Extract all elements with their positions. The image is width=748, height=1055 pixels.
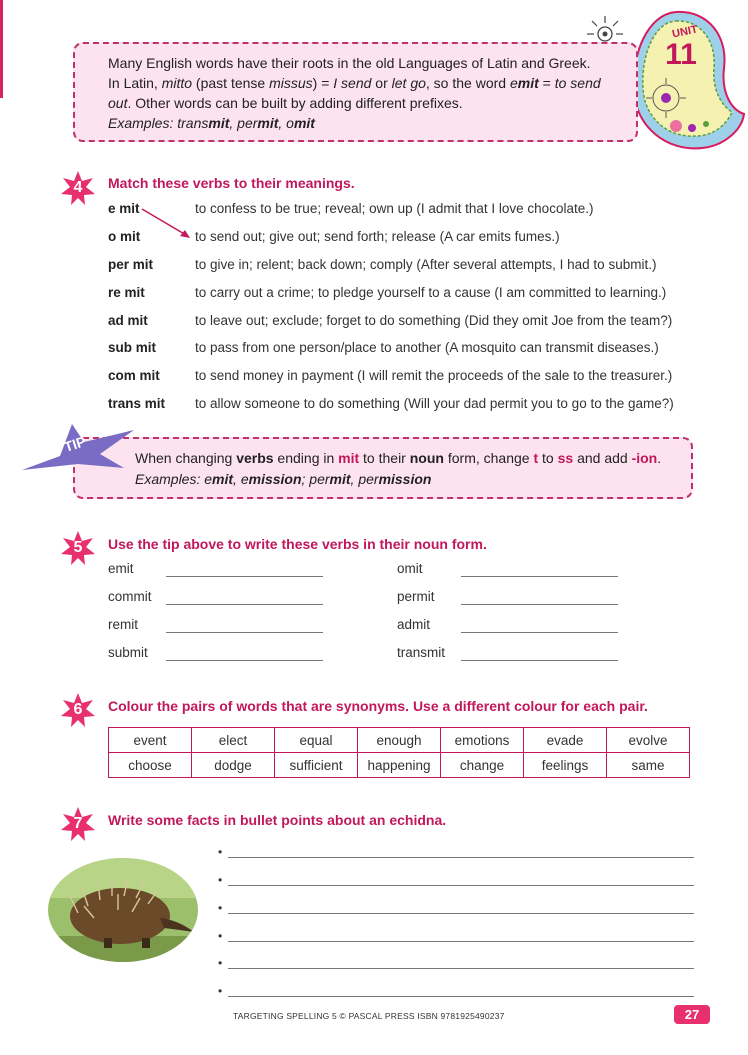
verb-label: permit bbox=[397, 589, 435, 604]
word-cell[interactable]: dodge bbox=[192, 753, 275, 778]
verb-label: omit bbox=[397, 561, 423, 576]
question-5-title: Use the tip above to write these verbs in their noun form. bbox=[108, 536, 487, 552]
question-4-badge: 4 bbox=[60, 170, 96, 206]
match-row: trans mit to allow someone to do something (Will your dad permit you to go to the game?) bbox=[108, 396, 674, 411]
intro-line-2: In Latin, mitto (past tense missus) = I send or let go, so the word emit = to send bbox=[108, 75, 601, 91]
answer-line[interactable] bbox=[228, 941, 694, 942]
answer-line[interactable] bbox=[228, 968, 694, 969]
verb-label: transmit bbox=[397, 645, 446, 660]
echidna-icon bbox=[48, 858, 198, 962]
bullet: • bbox=[218, 956, 223, 970]
answer-line[interactable] bbox=[228, 885, 694, 886]
example-arrow-icon bbox=[140, 205, 192, 241]
verb-label: emit bbox=[108, 561, 134, 576]
answer-line[interactable] bbox=[228, 913, 694, 914]
match-row: com mit to send money in payment (I will remit the proceeds of the sale to the treasurer.) bbox=[108, 368, 673, 383]
tip-badge bbox=[20, 420, 138, 476]
answer-line[interactable] bbox=[228, 857, 694, 858]
page-edge-bar bbox=[0, 0, 3, 98]
verb-label: remit bbox=[108, 617, 138, 632]
answer-line[interactable] bbox=[166, 604, 323, 605]
word-cell[interactable]: choose bbox=[109, 753, 192, 778]
answer-line[interactable] bbox=[461, 660, 618, 661]
bullet: • bbox=[218, 984, 223, 998]
bullet: • bbox=[218, 845, 223, 859]
word-cell[interactable]: feelings bbox=[524, 753, 607, 778]
unit-label: UNIT bbox=[671, 23, 699, 41]
answer-line[interactable] bbox=[461, 604, 618, 605]
question-6-title: Colour the pairs of words that are synonyms. Use a different colour for each pair. bbox=[108, 698, 648, 714]
match-row: o mit to send out; give out; send forth; release (A car emits fumes.) bbox=[108, 229, 560, 244]
unit-badge bbox=[626, 6, 748, 156]
word-cell[interactable]: sufficient bbox=[275, 753, 358, 778]
intro-line-3: out. Other words can be built by adding different prefixes. bbox=[108, 95, 463, 111]
table-row bbox=[109, 728, 690, 753]
verb-label: admit bbox=[397, 617, 431, 632]
word-cell[interactable]: event bbox=[109, 728, 192, 753]
word-cell[interactable]: equal bbox=[275, 728, 358, 753]
bullet: • bbox=[218, 929, 223, 943]
question-6-badge: 6 bbox=[60, 692, 96, 728]
synonym-table bbox=[108, 727, 690, 778]
footer-credit: TARGETING SPELLING 5 © PASCAL PRESS ISBN 9781925490237 bbox=[233, 1011, 505, 1021]
question-7-title: Write some facts in bullet points about an echidna. bbox=[108, 812, 447, 828]
tip-line-1: When changing verbs ending in mit to their noun form, change t to ss and add -ion. bbox=[135, 450, 662, 466]
intro-box bbox=[73, 42, 638, 142]
unit-number: 11 bbox=[665, 38, 697, 71]
table-row bbox=[109, 753, 690, 778]
tip-box bbox=[73, 437, 693, 499]
word-cell[interactable]: happening bbox=[358, 753, 441, 778]
word-cell[interactable]: emotions bbox=[441, 728, 524, 753]
word-cell[interactable]: evolve bbox=[607, 728, 690, 753]
tip-label: TIP bbox=[62, 433, 88, 455]
bullet: • bbox=[218, 873, 223, 887]
question-4-title: Match these verbs to their meanings. bbox=[108, 175, 355, 191]
word-cell[interactable]: same bbox=[607, 753, 690, 778]
question-5-badge: 5 bbox=[60, 530, 96, 566]
word-cell[interactable]: elect bbox=[192, 728, 275, 753]
tip-line-2: Examples: emit, emission; permit, permission bbox=[135, 471, 432, 487]
answer-line[interactable] bbox=[166, 660, 323, 661]
answer-line[interactable] bbox=[228, 996, 694, 997]
answer-line[interactable] bbox=[166, 576, 323, 577]
page-number: 27 bbox=[674, 1005, 710, 1024]
word-cell[interactable]: enough bbox=[358, 728, 441, 753]
match-row: re mit to carry out a crime; to pledge yourself to a cause (I am committed to learning.) bbox=[108, 285, 667, 300]
match-row: sub mit to pass from one person/place to another (A mosquito can transmit diseases.) bbox=[108, 340, 659, 355]
word-cell[interactable]: evade bbox=[524, 728, 607, 753]
answer-line[interactable] bbox=[461, 632, 618, 633]
match-row: per mit to give in; relent; back down; comply (After several attempts, I had to submit.) bbox=[108, 257, 657, 272]
verb-label: submit bbox=[108, 645, 148, 660]
answer-line[interactable] bbox=[166, 632, 323, 633]
match-row: e mit to confess to be true; reveal; own up (I admit that I love chocolate.) bbox=[108, 201, 594, 216]
bullet: • bbox=[218, 901, 223, 915]
match-row: ad mit to leave out; exclude; forget to do something (Did they omit Joe from the team?) bbox=[108, 313, 673, 328]
answer-line[interactable] bbox=[461, 576, 618, 577]
echidna-photo bbox=[48, 858, 198, 962]
word-cell[interactable]: change bbox=[441, 753, 524, 778]
question-7-badge: 7 bbox=[60, 806, 96, 842]
intro-examples: Examples: transmit, permit, omit bbox=[108, 115, 315, 131]
intro-line-1: Many English words have their roots in the old Languages of Latin and Greek. bbox=[108, 55, 591, 71]
verb-label: commit bbox=[108, 589, 152, 604]
